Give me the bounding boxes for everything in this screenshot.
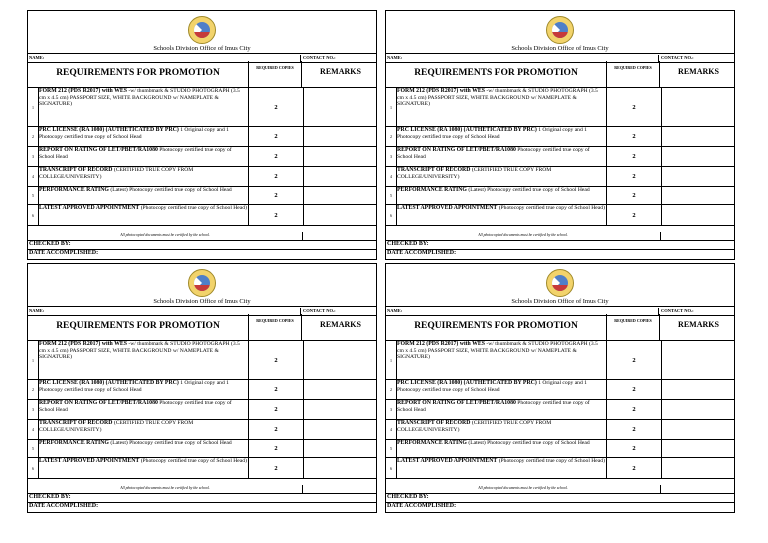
date-accomplished-row — [28, 502, 376, 512]
checked-by-label: CHECKED BY: — [29, 494, 71, 500]
remarks-header: REMARKS — [678, 320, 719, 329]
remarks-header: REMARKS — [678, 67, 719, 76]
requirement-description — [39, 440, 247, 457]
checked-by-label: CHECKED BY: — [29, 241, 71, 247]
requirement-row — [28, 187, 376, 205]
requirement-detail: (CERTIFIED TRUE COPY FROM COLLEGE/UNIVERSITY) — [397, 420, 552, 433]
requirement-number: 5 — [28, 187, 39, 204]
promotion-form-top-left — [27, 10, 377, 260]
office-name: Schools Division Office of Imus City — [153, 45, 251, 52]
requirement-number: 6 — [28, 458, 39, 478]
requirement-detail: (Photocopy certified true copy of School Head) — [498, 205, 605, 211]
required-copies-value: 2 — [248, 88, 304, 126]
requirement-detail: Photocopy certified true copy of School Head — [397, 400, 590, 413]
division-seal-icon — [546, 16, 574, 44]
requirement-title: TRANSCRIPT OF RECORD — [397, 167, 471, 173]
requirement-description — [39, 147, 247, 166]
requirement-row — [28, 380, 376, 400]
requirement-description — [39, 167, 247, 186]
required-copies-value: 2 — [606, 400, 662, 419]
requirement-title: TRANSCRIPT OF RECORD — [39, 167, 113, 173]
requirement-detail: -w/ thumbmark & STUDIO PHOTOGRAPH (3.5 cm x 4.5 cm) PASSPORT SIZE, WHITE BACKGROUND w/ NAMEPLATE & SIGNATURE) — [39, 341, 240, 360]
requirement-row — [28, 167, 376, 187]
requirement-number: 3 — [386, 147, 397, 166]
contact-label: CONTACT NO.: — [300, 308, 336, 315]
promotion-form-bottom-left — [27, 263, 377, 513]
name-label: NAME: — [29, 55, 45, 60]
requirement-row — [28, 205, 376, 226]
required-copies-value: 2 — [606, 205, 662, 225]
required-copies-value: 2 — [248, 420, 304, 439]
requirement-row — [28, 420, 376, 440]
requirement-row — [386, 205, 734, 226]
requirement-detail: -w/ thumbmark & STUDIO PHOTOGRAPH (3.5 cm x 4.5 cm) PASSPORT SIZE, WHITE BACKGROUND w/ NAMEPLATE & SIGNATURE) — [39, 88, 240, 107]
requirement-number: 1 — [28, 341, 39, 379]
requirement-detail: -w/ thumbmark & STUDIO PHOTOGRAPH (3.5 cm x 4.5 cm) PASSPORT SIZE, WHITE BACKGROUND w/ NAMEPLATE & SIGNATURE) — [397, 341, 598, 360]
note-text: All photocopied documents must be certified by the school. — [478, 233, 568, 237]
required-copies-value: 2 — [606, 147, 662, 166]
requirement-number: 2 — [386, 380, 397, 399]
required-copies-value: 2 — [606, 167, 662, 186]
requirement-row — [386, 420, 734, 440]
requirement-number: 2 — [386, 127, 397, 146]
required-copies-value: 2 — [248, 205, 304, 225]
requirement-description — [39, 88, 247, 126]
name-label: NAME: — [387, 308, 403, 313]
requirement-title: REPORT ON RATING OF LET/PBET/RA1080 — [397, 147, 516, 153]
requirement-title: PRC LICENSE (RA 1080) (AUTHETICATED BY PRC) — [39, 127, 179, 133]
note-text: All photocopied documents must be certified by the school. — [478, 486, 568, 490]
requirement-title: FORM 212 (PDS R2017) with WES — [39, 341, 127, 347]
office-name: Schools Division Office of Imus City — [511, 298, 609, 305]
table-header — [28, 314, 376, 341]
requirement-title: PRC LICENSE (RA 1080) (AUTHETICATED BY PRC) — [397, 380, 537, 386]
required-copies-value: 2 — [248, 400, 304, 419]
requirement-number: 2 — [28, 380, 39, 399]
required-copies-value: 2 — [248, 127, 304, 146]
requirement-title: FORM 212 (PDS R2017) with WES — [39, 88, 127, 94]
required-copies-value: 2 — [606, 187, 662, 204]
requirement-description — [39, 127, 247, 146]
requirement-title: LATEST APPROVED APPOINTMENT — [39, 205, 140, 211]
requirement-detail: (CERTIFIED TRUE COPY FROM COLLEGE/UNIVERSITY) — [397, 167, 552, 180]
requirements-list — [386, 341, 734, 479]
requirement-detail: Photocopy certified true copy of School Head — [39, 400, 232, 413]
requirement-title: PERFORMANCE RATING — [397, 187, 467, 193]
required-copies-value: 2 — [248, 440, 304, 457]
requirement-row — [386, 167, 734, 187]
required-copies-value: 2 — [606, 380, 662, 399]
table-header — [386, 61, 734, 88]
requirement-row — [28, 88, 376, 127]
requirements-list — [28, 341, 376, 479]
requirement-row — [386, 88, 734, 127]
requirement-title: PERFORMANCE RATING — [39, 187, 109, 193]
requirement-title: PRC LICENSE (RA 1080) (AUTHETICATED BY PRC) — [39, 380, 179, 386]
date-accomplished-label: DATE ACCOMPLISHED: — [387, 250, 457, 256]
required-copies-value: 2 — [248, 147, 304, 166]
requirement-description — [397, 205, 605, 225]
promotion-form-bottom-right — [385, 263, 735, 513]
requirement-description — [39, 420, 247, 439]
requirement-title: FORM 212 (PDS R2017) with WES — [397, 88, 485, 94]
requirement-description — [39, 187, 247, 204]
requirement-detail: 1 Original copy and 1 Photocopy certified true copy of School Head — [397, 380, 587, 393]
requirement-title: LATEST APPROVED APPOINTMENT — [397, 458, 498, 464]
requirement-row — [386, 440, 734, 458]
requirement-detail: (Photocopy certified true copy of School Head) — [498, 458, 605, 464]
table-header — [28, 61, 376, 88]
requirement-description — [39, 400, 247, 419]
requirement-number: 1 — [386, 341, 397, 379]
requirement-number: 4 — [386, 420, 397, 439]
requirement-detail: Photocopy certified true copy of School Head — [39, 147, 232, 160]
requirement-title: LATEST APPROVED APPOINTMENT — [39, 458, 140, 464]
contact-label: CONTACT NO.: — [658, 308, 694, 315]
requirement-title: LATEST APPROVED APPOINTMENT — [397, 205, 498, 211]
requirement-number: 2 — [28, 127, 39, 146]
division-seal-icon — [188, 16, 216, 44]
form-title: REQUIREMENTS FOR PROMOTION — [414, 68, 578, 78]
requirement-description — [397, 341, 605, 379]
requirement-number: 4 — [386, 167, 397, 186]
requirements-list — [28, 88, 376, 226]
required-copies-value: 2 — [248, 380, 304, 399]
requirement-description — [397, 440, 605, 457]
requirement-detail: (CERTIFIED TRUE COPY FROM COLLEGE/UNIVERSITY) — [39, 420, 194, 433]
requirement-row — [386, 341, 734, 380]
requirement-description — [397, 458, 605, 478]
required-copies-header: REQUIRED COPIES — [248, 314, 302, 340]
requirement-row — [386, 458, 734, 479]
required-copies-value: 2 — [606, 341, 662, 379]
requirement-description — [397, 147, 605, 166]
requirement-title: TRANSCRIPT OF RECORD — [397, 420, 471, 426]
requirement-title: REPORT ON RATING OF LET/PBET/RA1080 — [39, 400, 158, 406]
requirement-detail: (Photocopy certified true copy of School Head) — [140, 205, 247, 211]
requirement-number: 6 — [386, 458, 397, 478]
required-copies-value: 2 — [606, 127, 662, 146]
requirement-number: 4 — [28, 420, 39, 439]
requirement-description — [397, 127, 605, 146]
requirement-number: 1 — [28, 88, 39, 126]
requirement-title: REPORT ON RATING OF LET/PBET/RA1080 — [39, 147, 158, 153]
form-title: REQUIREMENTS FOR PROMOTION — [56, 321, 220, 331]
required-copies-header: REQUIRED COPIES — [606, 314, 660, 340]
requirement-detail: Photocopy certified true copy of School Head — [397, 147, 590, 160]
requirement-row — [386, 380, 734, 400]
required-copies-value: 2 — [606, 420, 662, 439]
requirement-description — [39, 458, 247, 478]
requirement-detail: (Latest) Photocopy certified true copy of School Head — [468, 440, 590, 446]
required-copies-value: 2 — [248, 458, 304, 478]
form-title: REQUIREMENTS FOR PROMOTION — [414, 321, 578, 331]
required-copies-value: 2 — [606, 88, 662, 126]
remarks-header: REMARKS — [320, 67, 361, 76]
remarks-header: REMARKS — [320, 320, 361, 329]
requirement-number: 5 — [386, 440, 397, 457]
date-accomplished-label: DATE ACCOMPLISHED: — [29, 503, 99, 509]
required-copies-header: REQUIRED COPIES — [248, 61, 302, 87]
name-label: NAME: — [387, 55, 403, 60]
checked-by-label: CHECKED BY: — [387, 241, 429, 247]
table-header — [386, 314, 734, 341]
requirement-description — [397, 88, 605, 126]
requirement-detail: (Photocopy certified true copy of School Head) — [140, 458, 247, 464]
requirement-description — [39, 341, 247, 379]
required-copies-value: 2 — [248, 187, 304, 204]
requirement-title: PRC LICENSE (RA 1080) (AUTHETICATED BY PRC) — [397, 127, 537, 133]
requirements-list — [386, 88, 734, 226]
office-name: Schools Division Office of Imus City — [153, 298, 251, 305]
requirement-number: 3 — [386, 400, 397, 419]
requirement-number: 5 — [386, 187, 397, 204]
requirement-detail: (Latest) Photocopy certified true copy of School Head — [110, 187, 232, 193]
checked-by-label: CHECKED BY: — [387, 494, 429, 500]
requirement-description — [397, 400, 605, 419]
required-copies-header: REQUIRED COPIES — [606, 61, 660, 87]
requirement-detail: 1 Original copy and 1 Photocopy certified true copy of School Head — [397, 127, 587, 140]
required-copies-value: 2 — [248, 167, 304, 186]
requirement-row — [28, 400, 376, 420]
note-text: All photocopied documents must be certified by the school. — [120, 486, 210, 490]
requirement-row — [28, 127, 376, 147]
requirement-row — [386, 187, 734, 205]
required-copies-value: 2 — [606, 458, 662, 478]
requirement-number: 6 — [386, 205, 397, 225]
requirement-number: 3 — [28, 400, 39, 419]
requirement-row — [28, 458, 376, 479]
requirement-description — [397, 380, 605, 399]
requirement-row — [28, 147, 376, 167]
requirement-row — [386, 147, 734, 167]
requirement-description — [39, 205, 247, 225]
name-label: NAME: — [29, 308, 45, 313]
requirement-title: FORM 212 (PDS R2017) with WES — [397, 341, 485, 347]
requirement-title: PERFORMANCE RATING — [397, 440, 467, 446]
requirement-title: PERFORMANCE RATING — [39, 440, 109, 446]
division-seal-icon — [546, 269, 574, 297]
requirement-detail: 1 Original copy and 1 Photocopy certified true copy of School Head — [39, 380, 229, 393]
requirement-detail: (Latest) Photocopy certified true copy of School Head — [110, 440, 232, 446]
contact-label: CONTACT NO.: — [658, 55, 694, 62]
requirement-detail: 1 Original copy and 1 Photocopy certified true copy of School Head — [39, 127, 229, 140]
requirement-row — [386, 400, 734, 420]
date-accomplished-label: DATE ACCOMPLISHED: — [387, 503, 457, 509]
requirement-title: TRANSCRIPT OF RECORD — [39, 420, 113, 426]
requirement-title: REPORT ON RATING OF LET/PBET/RA1080 — [397, 400, 516, 406]
required-copies-value: 2 — [606, 440, 662, 457]
requirement-description — [39, 380, 247, 399]
requirement-number: 6 — [28, 205, 39, 225]
requirement-number: 4 — [28, 167, 39, 186]
date-accomplished-row — [386, 249, 734, 259]
note-text: All photocopied documents must be certified by the school. — [120, 233, 210, 237]
requirement-number: 1 — [386, 88, 397, 126]
requirement-row — [28, 440, 376, 458]
requirement-detail: (CERTIFIED TRUE COPY FROM COLLEGE/UNIVERSITY) — [39, 167, 194, 180]
date-accomplished-row — [386, 502, 734, 512]
date-accomplished-row — [28, 249, 376, 259]
requirement-number: 5 — [28, 440, 39, 457]
office-name: Schools Division Office of Imus City — [511, 45, 609, 52]
required-copies-value: 2 — [248, 341, 304, 379]
requirement-description — [397, 187, 605, 204]
requirement-description — [397, 420, 605, 439]
requirement-description — [397, 167, 605, 186]
promotion-form-top-right — [385, 10, 735, 260]
requirement-row — [386, 127, 734, 147]
requirement-detail: -w/ thumbmark & STUDIO PHOTOGRAPH (3.5 cm x 4.5 cm) PASSPORT SIZE, WHITE BACKGROUND w/ NAMEPLATE & SIGNATURE) — [397, 88, 598, 107]
requirement-detail: (Latest) Photocopy certified true copy of School Head — [468, 187, 590, 193]
date-accomplished-label: DATE ACCOMPLISHED: — [29, 250, 99, 256]
requirement-row — [28, 341, 376, 380]
contact-label: CONTACT NO.: — [300, 55, 336, 62]
form-title: REQUIREMENTS FOR PROMOTION — [56, 68, 220, 78]
division-seal-icon — [188, 269, 216, 297]
requirement-number: 3 — [28, 147, 39, 166]
